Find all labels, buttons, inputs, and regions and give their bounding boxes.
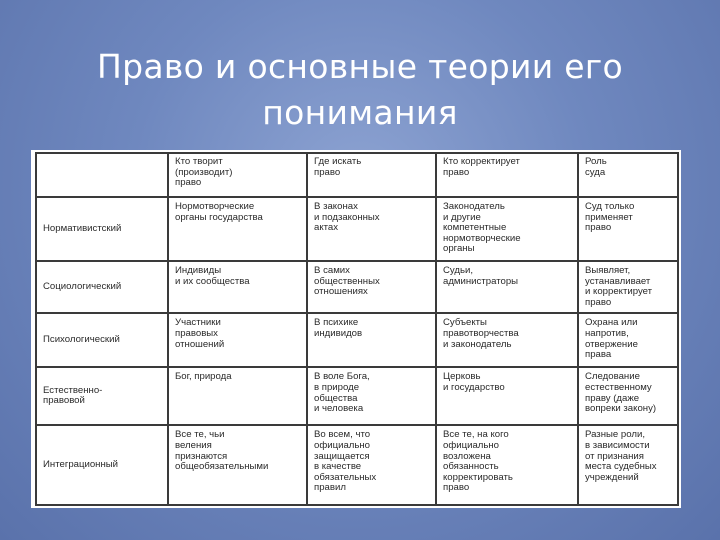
table-cell: Охрана или напротив, отвержение права: [578, 313, 678, 367]
table-cell: Индивиды и их сообщества: [168, 261, 307, 313]
table-cell: В законах и подзаконных актах: [307, 197, 436, 261]
theory-name-cell: Психологический: [36, 313, 168, 367]
theory-name-cell: Нормативистский: [36, 197, 168, 261]
table-cell: Во всем, что официально защищается в качестве обязательных правил: [307, 425, 436, 505]
table-header-row: [36, 153, 678, 197]
table-cell: В самих общественных отношениях: [307, 261, 436, 313]
slide-title-line-1: Право и основные теории его: [97, 47, 623, 87]
header-cell-who-corrects: Кто корректирует право: [436, 153, 578, 197]
table-cell: Нормотворческие органы государства: [168, 197, 307, 261]
table-row: [36, 197, 678, 261]
table-cell: Судьи, администраторы: [436, 261, 578, 313]
header-cell-where-to-find: Где искать право: [307, 153, 436, 197]
table-row: [36, 313, 678, 367]
table-cell: Бог, природа: [168, 367, 307, 425]
table-cell: Участники правовых отношений: [168, 313, 307, 367]
table-cell: В воле Бога, в природе общества и человека: [307, 367, 436, 425]
table-cell: Законодатель и другие компетентные нормотворческие органы: [436, 197, 578, 261]
header-cell-empty: [36, 153, 168, 197]
theories-table: [35, 152, 679, 506]
table-cell: Суд только применяет право: [578, 197, 678, 261]
slide-title: [0, 44, 720, 136]
table-cell: Церковь и государство: [436, 367, 578, 425]
theories-table-frame: [31, 150, 681, 508]
header-cell-who-creates: Кто творит (производит) право: [168, 153, 307, 197]
table-row: [36, 261, 678, 313]
table-row: [36, 425, 678, 505]
table-cell: В психике индивидов: [307, 313, 436, 367]
table-cell: Следование естественному праву (даже вопреки закону): [578, 367, 678, 425]
theory-name-cell: Интеграционный: [36, 425, 168, 505]
table-cell: Выявляет, устанавливает и корректирует право: [578, 261, 678, 313]
table-cell: Субъекты правотворчества и законодатель: [436, 313, 578, 367]
table-row: [36, 367, 678, 425]
theory-name-cell: Социологический: [36, 261, 168, 313]
slide-title-line-2: понимания: [262, 93, 458, 133]
table-cell: Все те, на кого официально возложена обязанность корректировать право: [436, 425, 578, 505]
table-cell: Все те, чьи веления признаются общеобязательными: [168, 425, 307, 505]
theory-name-cell: Естественно- правовой: [36, 367, 168, 425]
table-cell: Разные роли, в зависимости от признания места судебных учреждений: [578, 425, 678, 505]
header-cell-court-role: Роль суда: [578, 153, 678, 197]
